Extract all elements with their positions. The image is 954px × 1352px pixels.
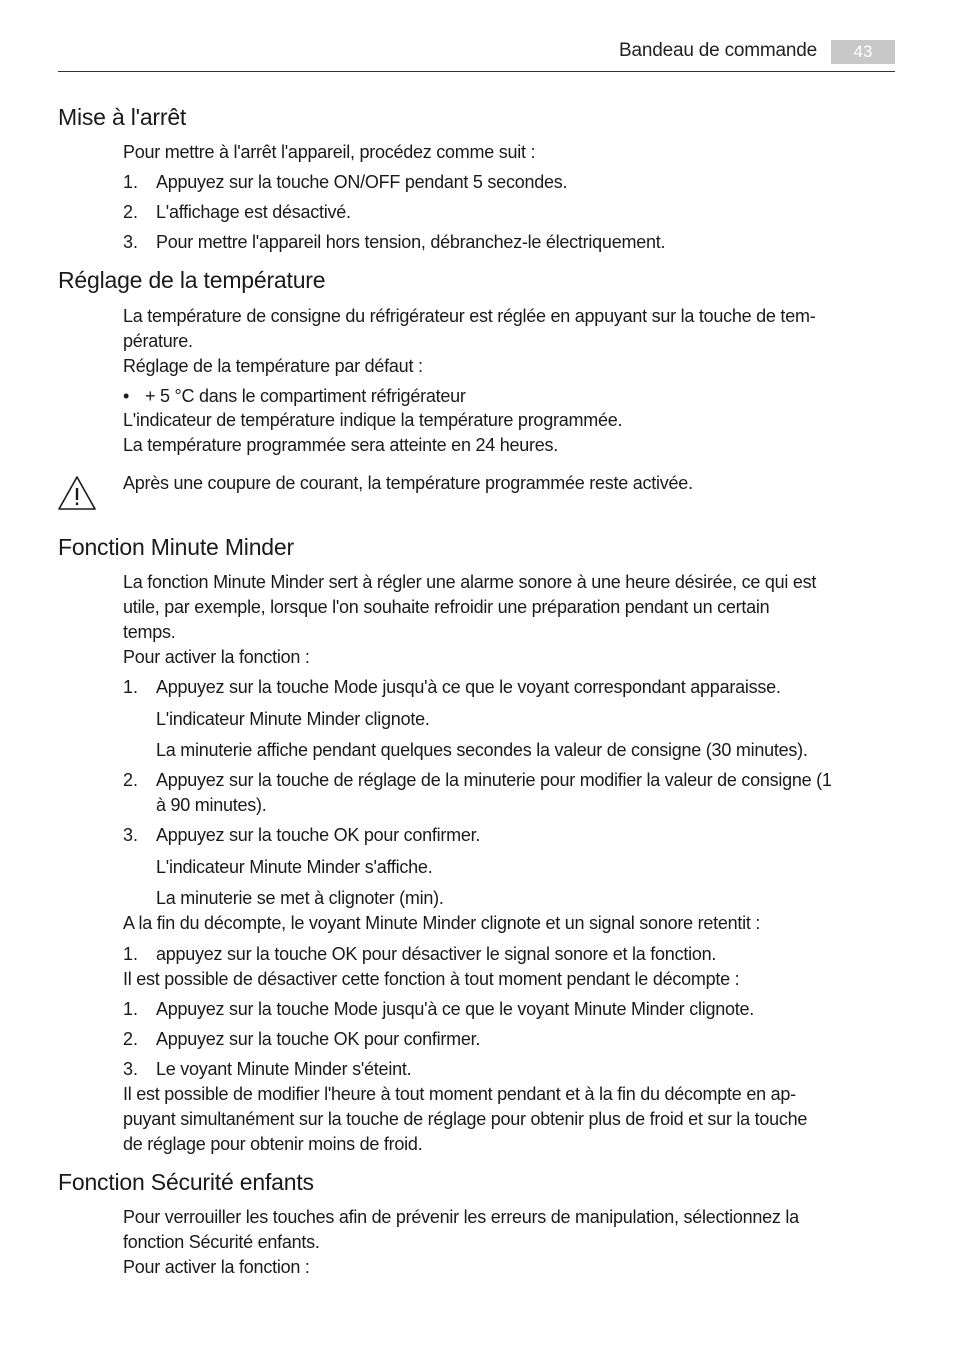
paragraph: Pour mettre à l'arrêt l'appareil, procédez comme suit : <box>123 142 536 162</box>
paragraph: utile, par exemple, lorsque l'on souhaite refroidir une préparation pendant un certain <box>123 597 770 617</box>
list-number: 1. <box>123 172 139 192</box>
paragraph: Réglage de la température par défaut : <box>123 356 423 376</box>
paragraph: puyant simultanément sur la touche de réglage pour obtenir plus de froid et sur la touche <box>123 1109 808 1129</box>
paragraph: L'indicateur de température indique la température programmée. <box>123 410 623 430</box>
paragraph: pérature. <box>123 331 193 351</box>
list-item: Appuyez sur la touche Mode jusqu'à ce que le voyant correspondant apparaisse. <box>156 677 781 697</box>
paragraph: La température de consigne du réfrigérateur est réglée en appuyant sur la touche de tem- <box>123 306 816 326</box>
warning-text: Après une coupure de courant, la température programmée reste activée. <box>123 473 693 493</box>
list-subitem: L'indicateur Minute Minder s'affiche. <box>156 857 433 877</box>
bullet-icon: • <box>123 386 130 406</box>
paragraph: La fonction Minute Minder sert à régler une alarme sonore à une heure désirée, ce qui est <box>123 572 817 592</box>
paragraph: A la fin du décompte, le voyant Minute Minder clignote et un signal sonore retentit : <box>123 913 761 933</box>
list-item: Appuyez sur la touche ON/OFF pendant 5 secondes. <box>156 172 568 192</box>
bullet-item: + 5 °C dans le compartiment réfrigérateur <box>145 386 466 406</box>
section-title-minute-minder: Fonction Minute Minder <box>58 534 294 560</box>
list-number: 2. <box>123 1029 139 1049</box>
list-number: 1. <box>123 677 139 697</box>
paragraph: Pour verrouiller les touches afin de prévenir les erreurs de manipulation, sélectionnez la <box>123 1207 799 1227</box>
list-item: Pour mettre l'appareil hors tension, débranchez-le électriquement. <box>156 232 666 252</box>
page-number: 43 <box>831 40 895 64</box>
paragraph: Pour activer la fonction : <box>123 647 310 667</box>
warning-icon <box>57 475 97 511</box>
list-item-continuation: à 90 minutes). <box>156 795 267 815</box>
paragraph: Il est possible de modifier l'heure à tout moment pendant et à la fin du décompte en ap- <box>123 1084 796 1104</box>
list-number: 3. <box>123 1059 139 1079</box>
section-title-securite-enfants: Fonction Sécurité enfants <box>58 1169 314 1195</box>
paragraph: Pour activer la fonction : <box>123 1257 310 1277</box>
paragraph: de réglage pour obtenir moins de froid. <box>123 1134 423 1154</box>
section-title-reglage-temperature: Réglage de la température <box>58 267 326 293</box>
page-header <box>58 38 895 72</box>
paragraph: temps. <box>123 622 176 642</box>
list-subitem: La minuterie affiche pendant quelques secondes la valeur de consigne (30 minutes). <box>156 740 808 760</box>
section-title-mise-a-l-arret: Mise à l'arrêt <box>58 104 187 130</box>
list-item: L'affichage est désactivé. <box>156 202 351 222</box>
list-item: appuyez sur la touche OK pour désactiver le signal sonore et la fonction. <box>156 944 717 964</box>
list-item: Le voyant Minute Minder s'éteint. <box>156 1059 412 1079</box>
list-number: 1. <box>123 944 139 964</box>
list-number: 2. <box>123 202 139 222</box>
paragraph: fonction Sécurité enfants. <box>123 1232 320 1252</box>
list-item: Appuyez sur la touche de réglage de la minuterie pour modifier la valeur de consigne (1 <box>156 770 832 790</box>
list-number: 1. <box>123 999 139 1019</box>
list-item: Appuyez sur la touche OK pour confirmer. <box>156 1029 481 1049</box>
list-number: 3. <box>123 825 139 845</box>
list-number: 2. <box>123 770 139 790</box>
list-item: Appuyez sur la touche Mode jusqu'à ce que le voyant Minute Minder clignote. <box>156 999 755 1019</box>
paragraph: La température programmée sera atteinte en 24 heures. <box>123 435 559 455</box>
list-subitem: La minuterie se met à clignoter (min). <box>156 888 444 908</box>
paragraph: Il est possible de désactiver cette fonction à tout moment pendant le décompte : <box>123 969 740 989</box>
header-title: Bandeau de commande <box>619 40 817 61</box>
list-number: 3. <box>123 232 139 252</box>
list-subitem: L'indicateur Minute Minder clignote. <box>156 709 430 729</box>
list-item: Appuyez sur la touche OK pour confirmer. <box>156 825 481 845</box>
